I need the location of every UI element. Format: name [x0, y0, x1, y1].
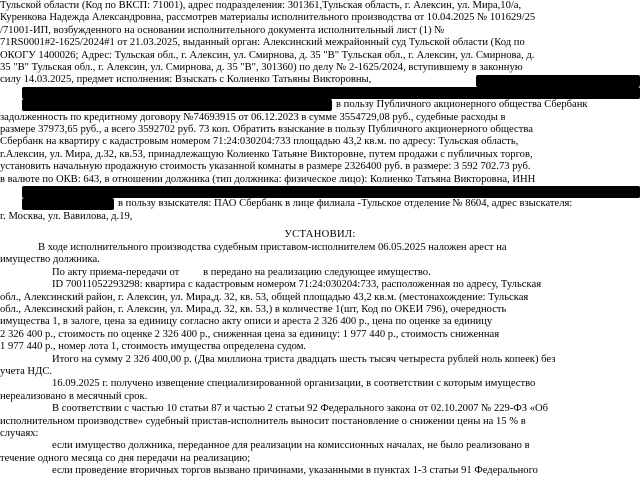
text-line: течение одного месяца со дня передачи на реализацию; [0, 452, 251, 464]
text-line: 16.09.2025 г. получено извещение специализированной организации, в соответствии с которым имущество [52, 378, 536, 390]
text-line: Сбербанк на квартиру с кадастровым номером 71:24:030204:733 площадью 43,2 кв.м. по адресу: Тульская область, [0, 136, 519, 148]
redaction-bar [22, 198, 114, 210]
text-line: в валюте по ОКВ: 643, в отношении должника (тип должника: физическое лицо): Колиенко Татьяна Викторовна, ИНН [0, 173, 536, 185]
text-line: ОКОГУ 1400026; Адрес: Тульская обл., г. Алексин, ул. Смирнова, д. 35 "В" Тульская обл., г. Алексин, ул. Смирнова, д. [0, 49, 535, 61]
redaction-bar [22, 186, 640, 198]
text-line: нереализовано в месячный срок. [0, 390, 148, 402]
text-line: 71RS0001#2-1625/2024#1 от 21.03.2025, выданный орган: Алексинский межрайонный суд Тульской области (Код по [0, 37, 525, 49]
text-line: силу 14.03.2025, предмет исполнения: Взыскать с Колиенко Татьяны Викторовны, [0, 74, 372, 86]
text-line: г. Москва, ул. Вавилова, д.19, [0, 210, 133, 222]
text-line: исполнительном производстве» судебный пристав-исполнитель выносит постановление о снижении цены на 15 % в [0, 415, 526, 427]
text-line: ID 70011052293298: квартира с кадастровым номером 71:24:030204:733, расположенная по адресу, Тульская [52, 279, 542, 291]
text-line: 2 326 400 р., стоимость по оценке 2 326 400 р., сниженная цена за единицу: 1 977 440 р., стоимость сниженная [0, 328, 500, 340]
redaction-bar [22, 99, 332, 111]
text-line: г.Алексин, ул. Мира, д.32, кв.53, принадлежащую Колиенко Татьяне Викторовне, путем продажи с публичных торгов, [0, 148, 533, 160]
section-heading: УСТАНОВИЛ: [284, 229, 356, 240]
text-line: В соответствии с частью 10 статьи 87 и частью 2 статьи 92 Федерального закона от 02.10.2007 № 229-ФЗ «Об [52, 403, 549, 415]
text-line: случаях: [0, 428, 39, 439]
text-line: Куренкова Надежда Александровна, рассмотрев материалы исполнительного производства от 10.04.2025 № 101629/25 [0, 12, 536, 24]
text-line: задолженность по кредитному договору №74693915 от 06.12.2023 в сумме 3554729,08 руб., судебные расходы в [0, 111, 506, 123]
text-line: если имущество должника, переданное для реализации на комиссионных началах, не было реализовано в [52, 440, 530, 452]
text-line: 35 "В" Тульская обл., г. Алексин, ул. Смирнова, д. 35 "В", 301360) по делу № 2-1625/2024, вступившему в законную [0, 62, 523, 73]
text-line: установить начальную продажную стоимость указанной комнаты в размере 2326400 руб. в размере: 3 592 702.73 руб. [0, 161, 531, 173]
text-line: По акту приема-передачи от в передано на реализацию следующее имущество. [52, 266, 431, 278]
text-line: обл., Алексинский район, г. Алексин, ул. Мира,д. 32, кв. 53, общей площадью 43,2 кв.м. (местонахождение: Тульская [0, 291, 529, 303]
text-line: Тульской области (Код по ВКСП: 71001), адрес подразделения: 301361,Тульская область, г. Алексин, ул. Мира,10/а, [0, 0, 522, 11]
text-line: 1 977 440 р., номер лота 1, стоимость имущества определена судом. [0, 341, 307, 353]
text-line: если проведение вторичных торгов вызвано причинами, указанными в пунктах 1-3 статьи 91 Федерального [52, 465, 538, 477]
text-line: Итого на сумму 2 326 400,00 р. (Два миллиона триста двадцать шесть тысяч четыреста рублей ноль копеек) без [52, 353, 556, 365]
text-line: имущество должника. [0, 254, 100, 266]
text-line: В ходе исполнительного производства судебным приставом-исполнителем 06.05.2025 наложен арест на [38, 242, 507, 253]
text-line: учета НДС. [0, 366, 53, 377]
redaction-bar [22, 87, 640, 99]
text-line: размере 37973,65 руб., а всего 3592702 руб. 73 коп. Обратить взыскание в пользу Публичного акционерного общества [0, 124, 533, 135]
text-line: обл., Алексинский район, г. Алексин, ул. Мира,д. 32, кв. 53,) в количестве 1(шт, Код по ОКЕИ 796), очередность [0, 304, 507, 315]
text-line: /71001-ИП, возбужденного на основании исполнительного документа исполнительный лист (1) № [0, 24, 445, 36]
text-line: в пользу взыскателя: ПАО Сбербанк в лице филиала -Тульское отделение № 8604, адрес взыскателя: [118, 198, 573, 210]
redaction-bar [476, 75, 640, 87]
text-line: в пользу Публичного акционерного общества Сбербанк [336, 99, 588, 111]
text-line: имущества 1, в залоге, цена за единицу согласно акту описи и ареста 2 326 400 р., цена по оценке за единицу [0, 316, 493, 328]
